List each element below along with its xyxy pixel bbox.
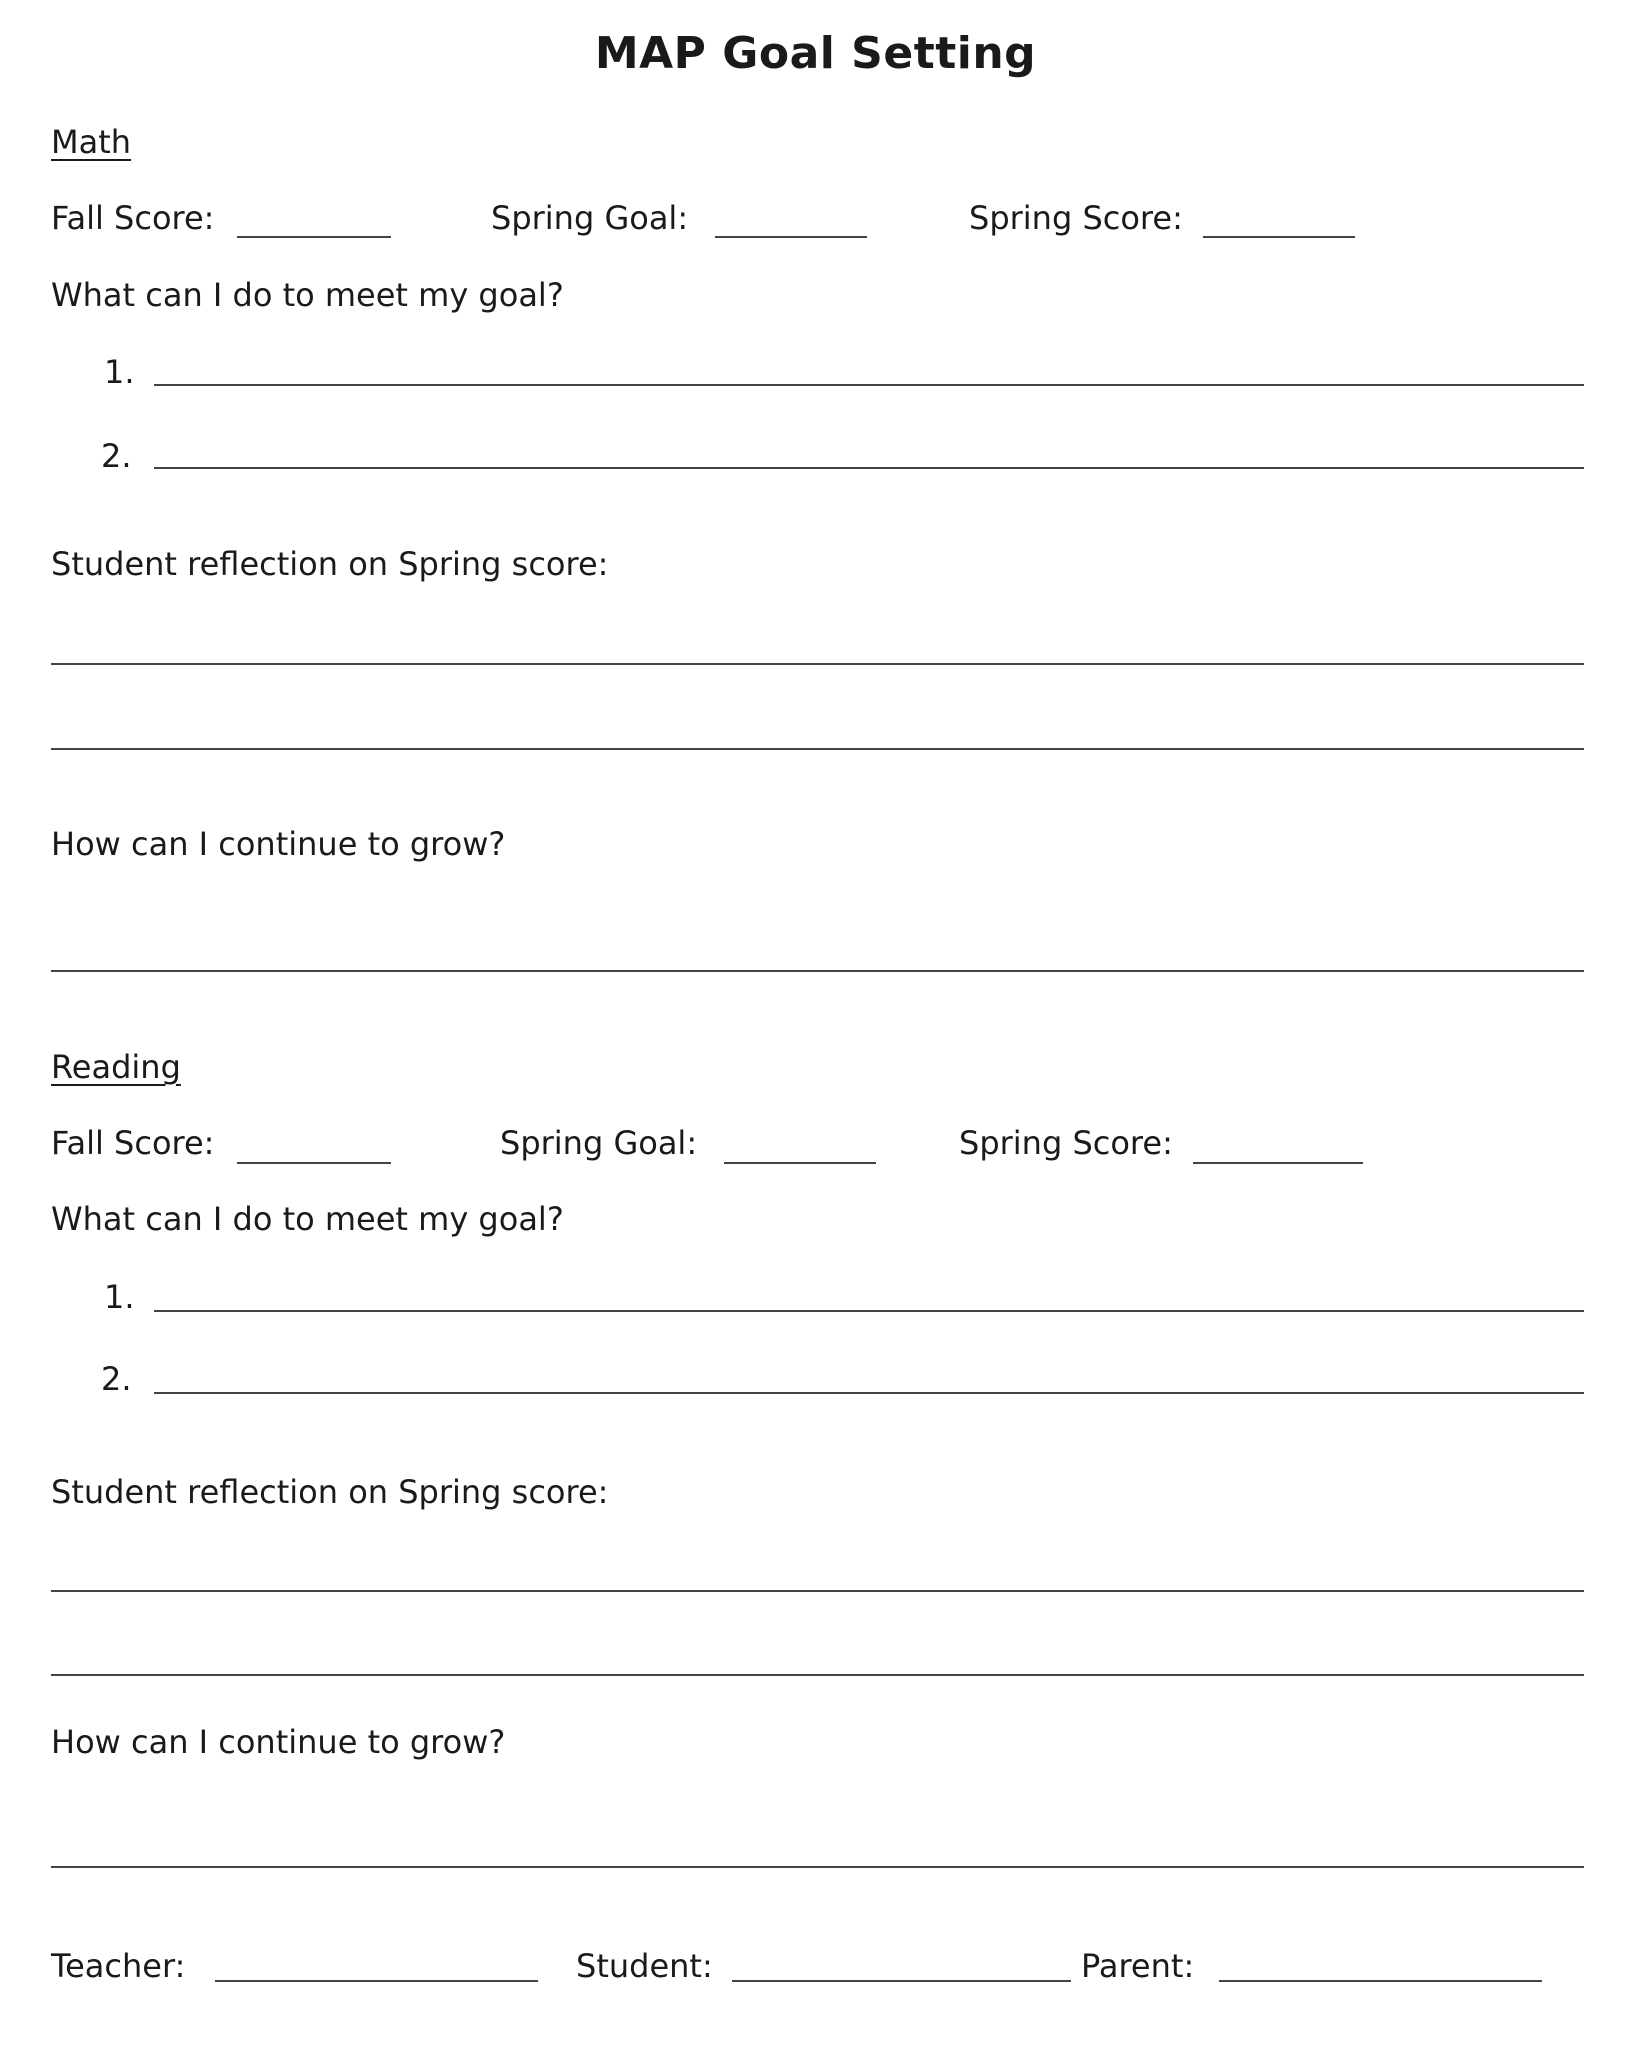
math-goal-item-2-number: 2. — [101, 437, 132, 475]
math-grow-line[interactable] — [51, 970, 1584, 972]
reading-heading: Reading — [51, 1048, 181, 1086]
reading-spring-score-label: Spring Score: — [959, 1124, 1173, 1162]
math-fall-score-blank[interactable] — [237, 236, 391, 238]
reading-spring-goal-blank[interactable] — [724, 1162, 876, 1164]
page-title: MAP Goal Setting — [594, 28, 1037, 79]
math-goal-item-2-line[interactable] — [154, 467, 1584, 469]
parent-signature-line[interactable] — [1219, 1980, 1542, 1982]
math-goal-item-1-line[interactable] — [154, 384, 1584, 386]
reading-spring-score-blank[interactable] — [1193, 1162, 1363, 1164]
math-goal-question: What can I do to meet my goal? — [51, 276, 564, 314]
math-goal-item-1-number: 1. — [104, 353, 135, 391]
student-label: Student: — [576, 1947, 713, 1985]
math-grow-question: How can I continue to grow? — [51, 825, 506, 863]
teacher-signature-line[interactable] — [215, 1980, 538, 1982]
reading-goal-item-2-line[interactable] — [154, 1392, 1584, 1394]
math-spring-goal-label: Spring Goal: — [491, 199, 689, 237]
reading-spring-goal-label: Spring Goal: — [500, 1124, 698, 1162]
math-heading: Math — [51, 123, 132, 161]
math-spring-score-label: Spring Score: — [969, 199, 1183, 237]
parent-label: Parent: — [1081, 1947, 1195, 1985]
reading-reflection-line-2[interactable] — [51, 1674, 1584, 1676]
teacher-label: Teacher: — [51, 1947, 186, 1985]
reading-fall-score-blank[interactable] — [237, 1162, 391, 1164]
student-signature-line[interactable] — [732, 1980, 1071, 1982]
reading-reflection-line-1[interactable] — [51, 1590, 1584, 1592]
reading-goal-item-1-number: 1. — [104, 1278, 135, 1316]
math-reflection-line-2[interactable] — [51, 748, 1584, 750]
math-spring-score-blank[interactable] — [1203, 236, 1355, 238]
reading-goal-item-1-line[interactable] — [154, 1310, 1584, 1312]
math-spring-goal-blank[interactable] — [715, 236, 867, 238]
math-reflection-prompt: Student reflection on Spring score: — [51, 545, 609, 583]
reading-fall-score-label: Fall Score: — [51, 1124, 215, 1162]
reading-reflection-prompt: Student reflection on Spring score: — [51, 1473, 609, 1511]
reading-grow-question: How can I continue to grow? — [51, 1723, 506, 1761]
reading-goal-question: What can I do to meet my goal? — [51, 1200, 564, 1238]
math-reflection-line-1[interactable] — [51, 663, 1584, 665]
math-fall-score-label: Fall Score: — [51, 199, 215, 237]
reading-goal-item-2-number: 2. — [101, 1360, 132, 1398]
reading-grow-line[interactable] — [51, 1866, 1584, 1868]
